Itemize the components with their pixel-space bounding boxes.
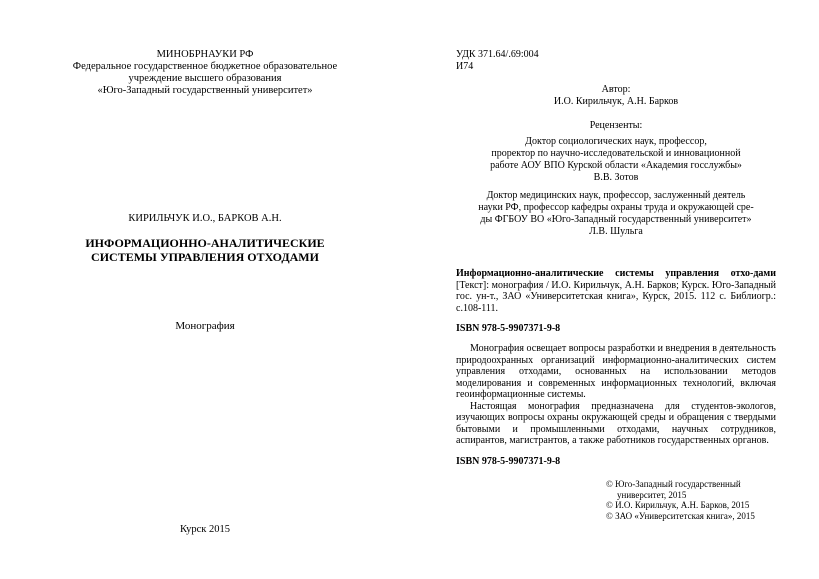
reviewer-line: Л.В. Шульга — [589, 226, 643, 237]
reviewer-line: Доктор социологических наук, профессор, — [525, 136, 707, 147]
author-block — [456, 84, 776, 108]
genre: Монография — [175, 320, 235, 332]
authors: КИРИЛЬЧУК И.О., БАРКОВ А.Н. — [128, 213, 282, 224]
book-title-line: ИНФОРМАЦИОННО-АНАЛИТИЧЕСКИЕ — [85, 236, 325, 250]
reviewer-line: Доктор медицинских наук, профессор, заслуженный деятель — [486, 190, 746, 201]
imprint-page — [410, 0, 819, 579]
copyright-line: © Юго-Западный государственный — [606, 479, 741, 489]
reviewer-line: науки РФ, профессор кафедры охраны труда и окружающей сре- — [478, 202, 754, 213]
bbk-code: И74 — [456, 61, 474, 72]
abstract-paragraph: Настоящая монография предназначена для студентов-экологов, изучающих вопросы охраны окружающей среды и обращения с твердыми бытовыми и промышленными отходами, научных сотрудников, аспирантов, магистрантов, а также работников государственных органов. — [456, 400, 776, 446]
ministry-line: МИНОБРНАУКИ РФ — [156, 49, 254, 60]
author-label: Автор: — [601, 84, 631, 95]
ministry-header — [40, 49, 370, 97]
city-year: Курск 2015 — [179, 524, 231, 535]
classification — [456, 49, 539, 73]
udk-code: УДК 371.64/.69:004 — [456, 49, 539, 60]
reviewer-2 — [456, 190, 776, 238]
book-title — [40, 236, 370, 264]
reviewer-line: ды ФГБОУ ВО «Юго-Западный государственный университет» — [480, 214, 752, 225]
copyright-block — [606, 479, 806, 521]
biblio-details: [Текст]: монография / И.О. Кирильчук, А.Н. Барков; Курск. Юго-Западный гос. ун-т., ЗАО «Университетская книга», Курск, 2015. 112 с. Библиогр.: с.108-111. — [456, 279, 776, 314]
reviewers-label: Рецензенты: — [589, 120, 643, 131]
abstract-paragraph: Монография освещает вопросы разработки и внедрения в деятельность природоохранных организаций информационно-аналитических систем управления отходами, основанных на использовании методов моделирования и современных информационных технологий, включая геоинформационные системы. — [456, 343, 776, 400]
ministry-line: «Юго-Западный государственный университет» — [97, 85, 313, 96]
reviewer-line: работе АОУ ВПО Курской области «Академия госслужбы» — [490, 160, 742, 171]
biblio-title: Информационно-аналитические системы управления отхо-дами — [456, 268, 776, 279]
isbn: ISBN 978-5-9907371-9-8 — [456, 323, 561, 334]
reviewer-line: проректор по научно-исследовательской и инновационной — [491, 148, 741, 159]
ministry-line: учреждение высшего образования — [128, 73, 282, 84]
copyright-line: © ЗАО «Университетская книга», 2015 — [606, 510, 755, 521]
author-names: И.О. Кирильчук, А.Н. Барков — [553, 96, 679, 107]
ministry-line: Федеральное государственное бюджетное образовательное — [72, 61, 338, 72]
book-title-line: СИСТЕМЫ УПРАВЛЕНИЯ ОТХОДАМИ — [91, 250, 319, 264]
isbn: ISBN 978-5-9907371-9-8 — [456, 456, 561, 467]
bibliographic-record — [456, 268, 776, 314]
abstract — [456, 343, 776, 447]
reviewer-line: В.В. Зотов — [593, 172, 639, 183]
reviewer-1 — [456, 136, 776, 184]
copyright-line: © И.О. Кирильчук, А.Н. Барков, 2015 — [606, 500, 750, 510]
copyright-line: университет, 2015 — [617, 489, 687, 500]
